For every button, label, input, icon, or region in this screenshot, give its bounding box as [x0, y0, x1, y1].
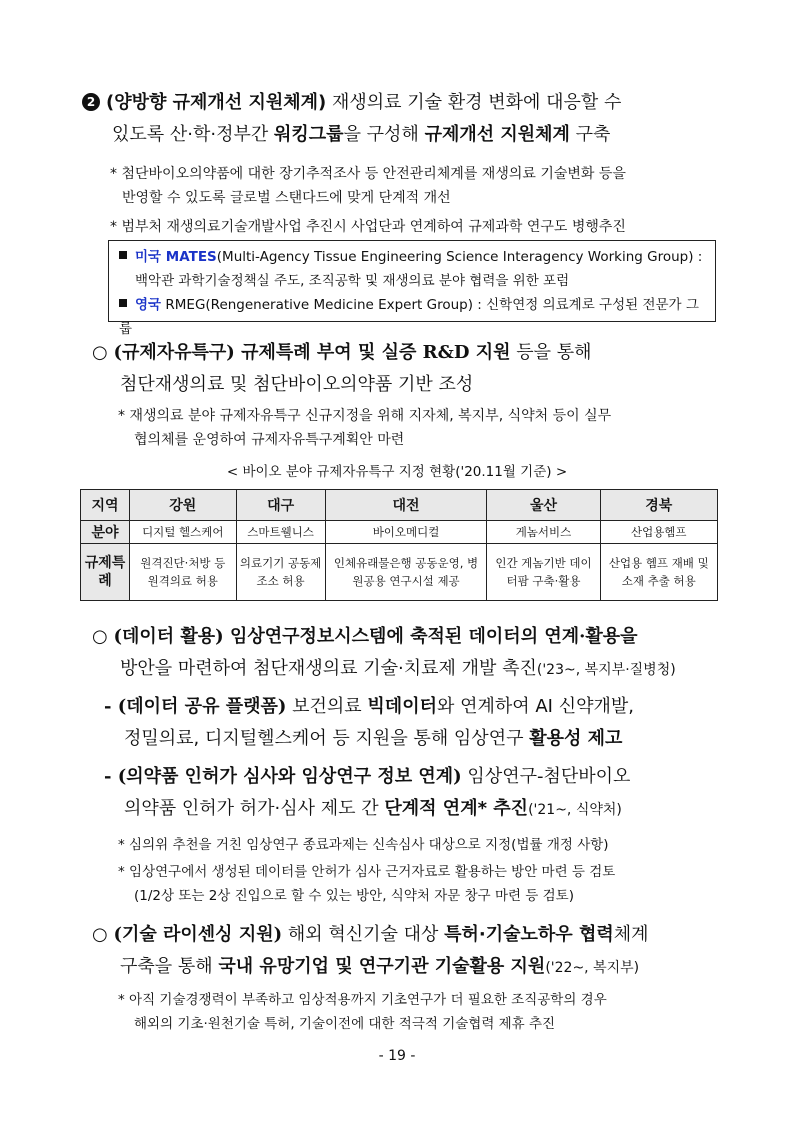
data-line1: ○ (데이터 활용) 임상연구정보시스템에 축적된 데이터의 연계·활용을: [92, 626, 638, 647]
data-sub1-line2: 정밀의료, 디지털헬스케어 등 지원을 통해 임상연구 활용성 제고: [124, 728, 623, 749]
license-title: (기술 라이센싱 지원): [113, 924, 283, 945]
table-row: 분야 디지털 헬스케어 스마트웰니스 바이오메디컬 게놈서비스 산업용헴프: [81, 521, 718, 544]
data-sub2-line1: - (의약품 인허가 심사와 임상연구 정보 연계) 임상연구-첨단바이오: [104, 766, 631, 787]
mates-rmeg-box: [108, 240, 716, 337]
zone-note: * 재생의료 분야 규제자유특구 신규지정을 위해 지자체, 복지부, 식약처 등이 실무 협의체를 운영하여 규제자유특구계획안 마련: [118, 408, 612, 448]
data-note1: * 심의위 추천을 거친 임상연구 종료과제는 신속심사 대상으로 지정(법률 개정 사항): [118, 837, 609, 853]
license-line1: ○ (기술 라이센싱 지원) 해외 혁신기술 대상 특허·기술노하우 협력체계: [92, 924, 649, 945]
zone-title: (규제자유특구) 규제특례 부여 및 실증 R&D 지원: [113, 342, 511, 363]
regulation-zone-table: [80, 489, 718, 601]
square-bullet-icon: [119, 299, 127, 307]
box-uk-line: 영국 RMEG(Rengenerative Medicine Expert Group) : 신학연정 의료계로 구성된 전문가 그룹: [119, 297, 699, 337]
data-title: (데이터 활용) 임상연구정보시스템에 축적된 데이터의 연계·활용: [113, 626, 621, 647]
table-caption: < 바이오 분야 규제자유특구 지정 현황('20.11월 기준) >: [226, 464, 568, 480]
section-2-note1: * 첨단바이오의약품에 대한 장기추적조사 등 안전관리체계를 재생의료 기술변화 등을 반영할 수 있도록 글로벌 스탠다드에 맞게 단계적 개선: [110, 166, 626, 206]
section-2-title: (양방향 규제개선 지원체계): [106, 92, 327, 113]
zone-line1: ○ (규제자유특구) 규제특례 부여 및 실증 R&D 지원 등을 통해: [92, 342, 592, 363]
section-2-note2: * 범부처 재생의료기술개발사업 추진시 사업단과 연계하여 규제과학 연구도 병행추진: [110, 219, 626, 235]
page-number: - 19 -: [378, 1048, 416, 1064]
box-us-line: 미국 MATES(Multi-Agency Tissue Engineering Science Interagency Working Group) :: [119, 245, 705, 269]
data-sub1-line1: - (데이터 공유 플랫폼) 보건의료 빅데이터와 연계하여 AI 신약개발,: [104, 696, 634, 717]
square-bullet-icon: [119, 251, 127, 259]
license-note: * 아직 기술경쟁력이 부족하고 임상적용까지 기초연구가 더 필요한 조직공학의 경우 해외의 기초·원천기술 특허, 기술이전에 대한 적극적 기술협력 제휴 추진: [118, 992, 607, 1032]
table-header-row: 지역 강원 대구 대전 울산 경북: [81, 490, 718, 521]
table-row: 규제특례 원격진단·처방 등 원격의료 허용 의료기기 공동제조소 허용 인체유래물은행 공동운영, 병원공용 연구시설 제공 인간 게놈기반 데이터팜 구축·활용 산업용 헴프 재배 및 소재 추출 허용: [81, 544, 718, 601]
section-2-line1: 2 (양방향 규제개선 지원체계) 재생의료 기술 환경 변화에 대응할 수: [82, 86, 722, 120]
data-note2: * 임상연구에서 생성된 데이터를 안허가 심사 근거자료로 활용하는 방안 마련 등 검토 (1/2상 또는 2상 진입으로 할 수 있는 방안, 식약처 자문 창구 마련 등 검토): [118, 864, 616, 904]
license-line2: 구축을 통해 국내 유망기업 및 연구기관 기술활용 지원('22~, 복지부): [120, 956, 640, 977]
data-sub2-line2: 의약품 인허가 허가·심사 제도 간 단계적 연계* 추진('21~, 식약처): [124, 798, 622, 819]
data-line2: 방안을 마련하여 첨단재생의료 기술·치료제 개발 촉진('23~, 복지부·질병청): [120, 658, 676, 679]
zone-line2: 첨단재생의료 및 첨단바이오의약품 기반 조성: [120, 374, 474, 395]
section-2-line2: 있도록 산·학·정부간 워킹그룹을 구성해 규제개선 지원체계 구축: [112, 124, 611, 145]
circled-number: 2: [82, 93, 100, 111]
box-us-line2: 백악관 과학기술정책실 주도, 조직공학 및 재생의료 분야 협력을 위한 포럼: [135, 273, 570, 289]
